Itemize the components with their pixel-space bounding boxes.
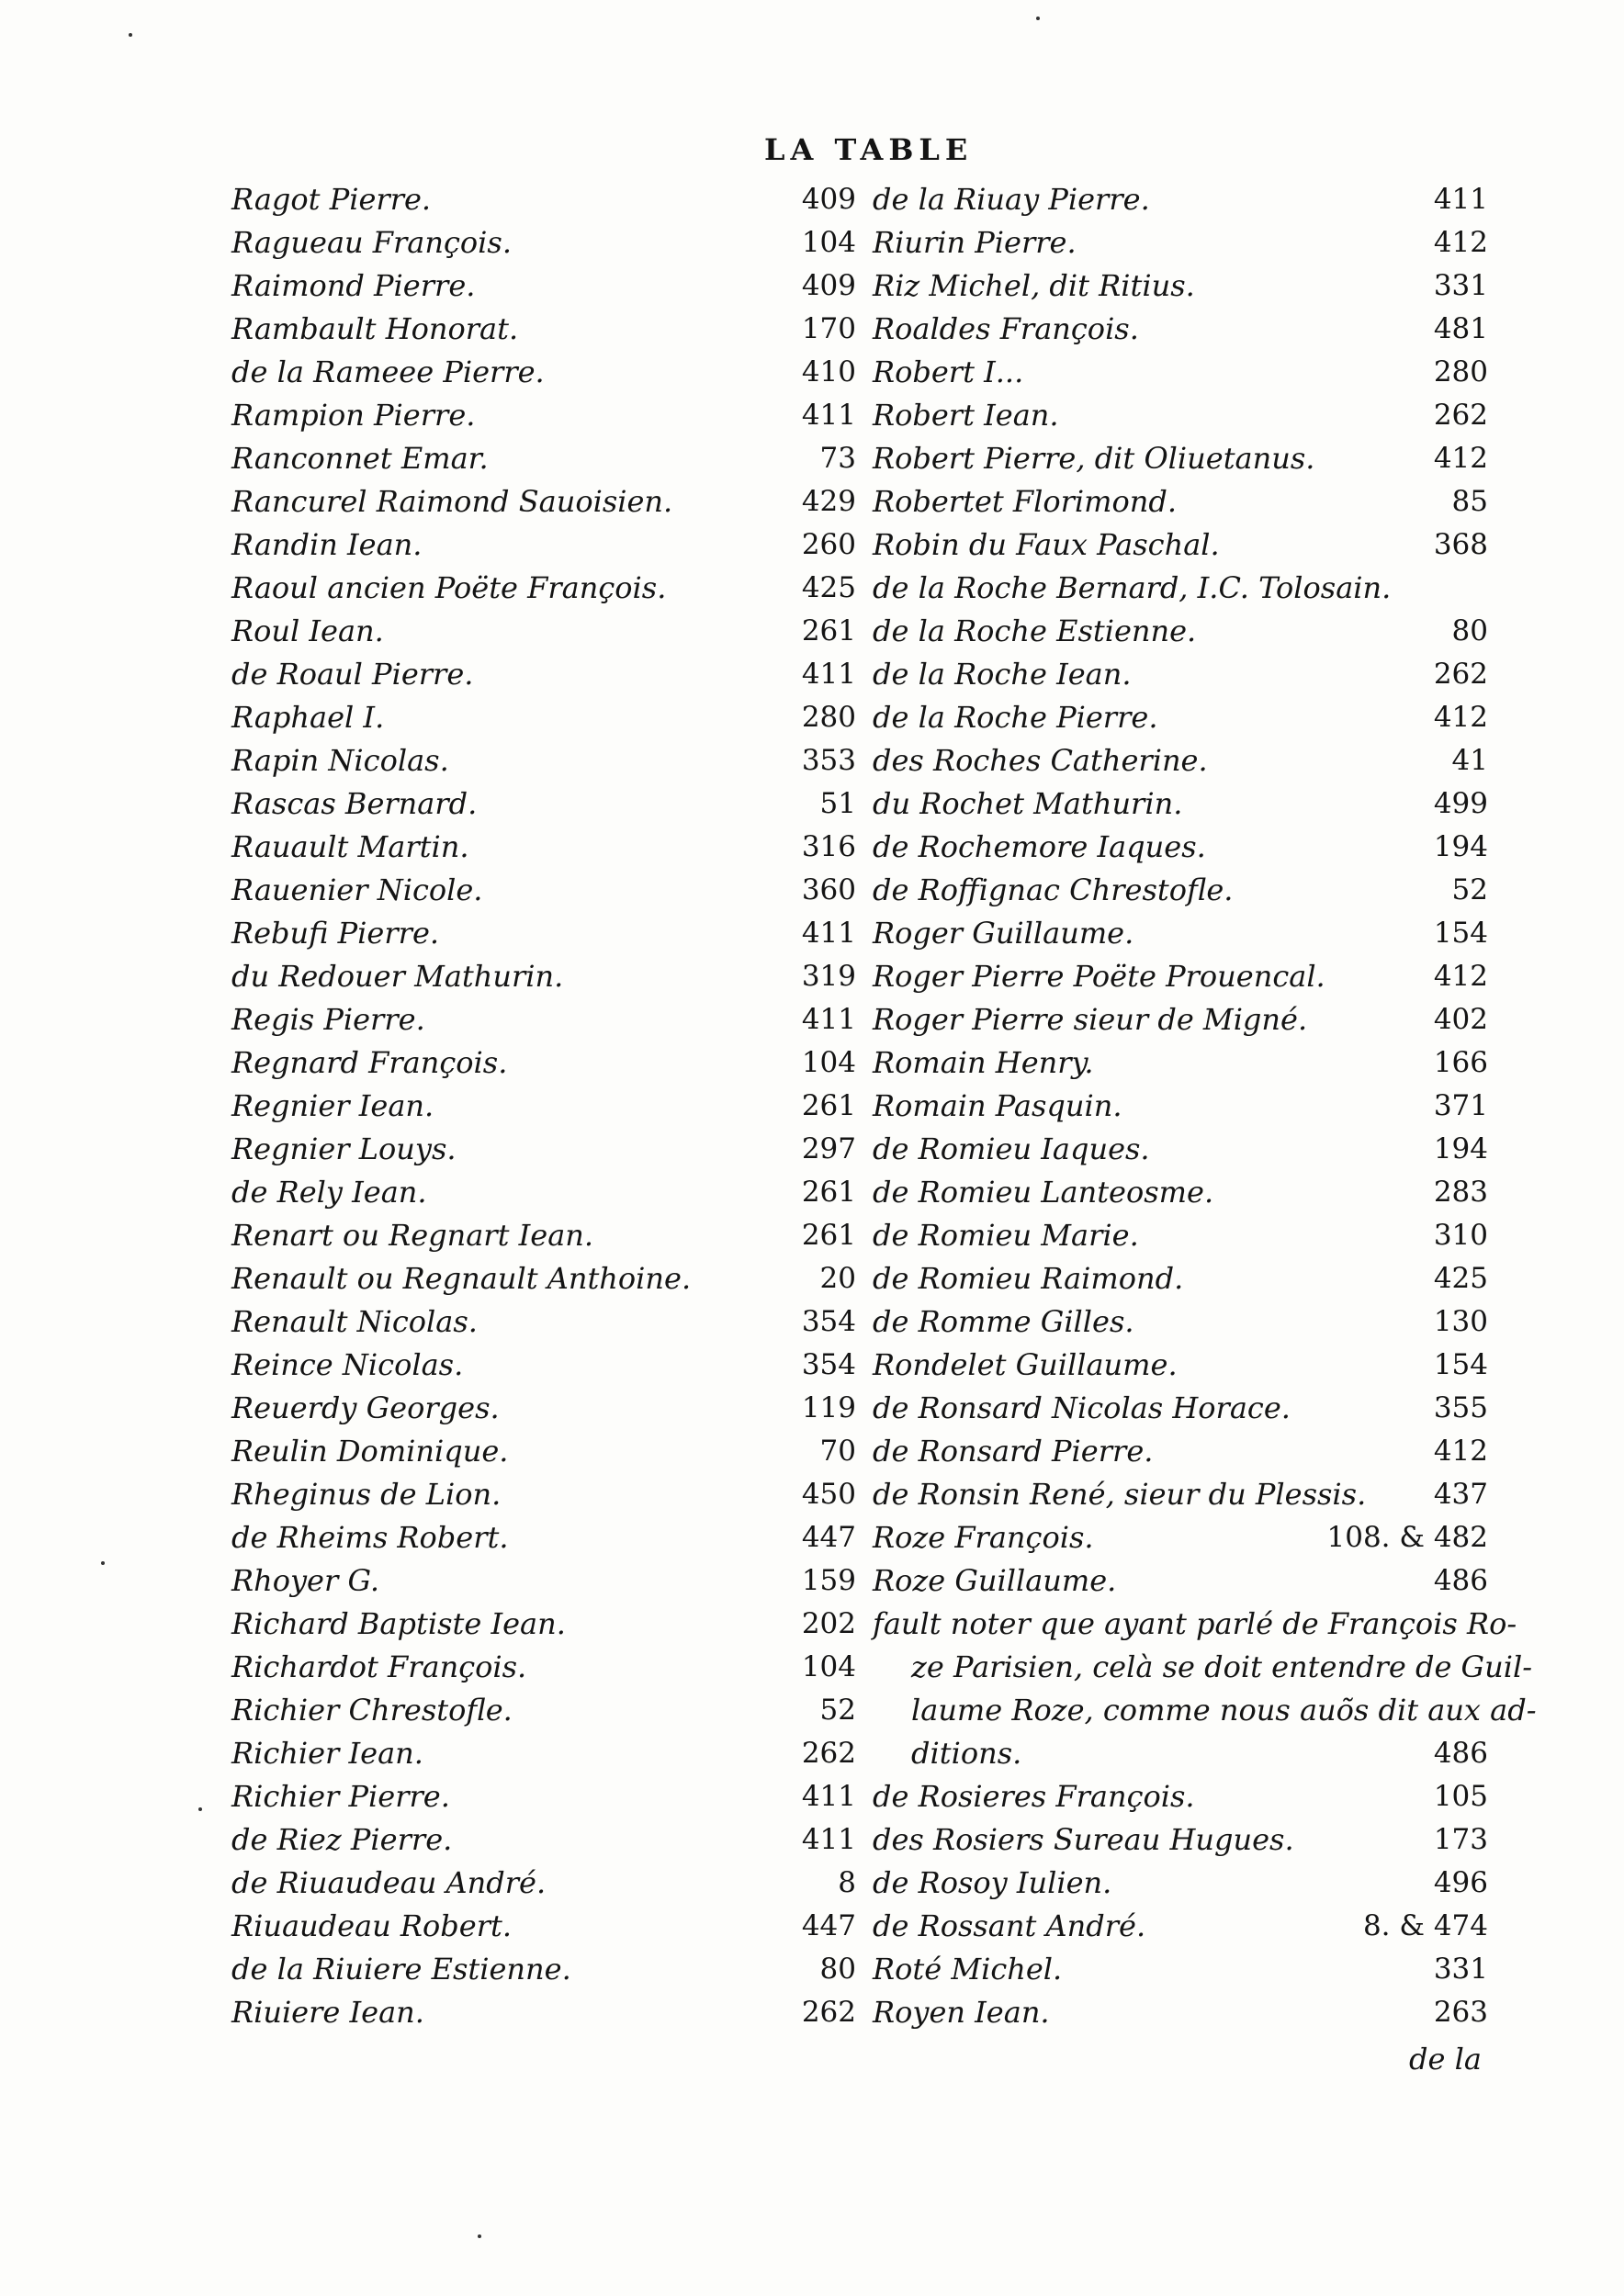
entry-name: Riz Michel, dit Ritius.: [873, 268, 1195, 303]
index-entry: [231, 1430, 856, 1473]
index-entry: [231, 955, 856, 998]
entry-name: Rancurel Raimond Sauoisien.: [231, 484, 673, 519]
entry-page-number: 411: [801, 658, 856, 691]
index-entry: [873, 1085, 1488, 1128]
entry-name: Royen Iean.: [873, 1995, 1050, 2030]
index-left-column: [231, 178, 856, 2034]
entry-page-number: 70: [819, 1435, 856, 1468]
index-entry: [873, 1387, 1488, 1430]
index-entry: [873, 1818, 1488, 1862]
entry-page-number: 297: [801, 1132, 856, 1165]
index-entry: [873, 1171, 1488, 1214]
index-entry: [231, 394, 856, 437]
index-entry: [873, 264, 1488, 308]
index-entry: [231, 869, 856, 912]
entry-page-number: 316: [801, 830, 856, 863]
index-entry: [231, 221, 856, 264]
entry-name: de Romme Gilles.: [873, 1304, 1134, 1339]
entry-name: Roze François.: [873, 1520, 1094, 1555]
entry-page-number: 355: [1433, 1391, 1488, 1424]
index-entry: [873, 1041, 1488, 1085]
entry-page-number: 283: [1433, 1176, 1488, 1209]
entry-page-number: 202: [801, 1607, 856, 1640]
index-entry: [231, 1646, 856, 1689]
index-entry: [231, 437, 856, 480]
index-entry: [231, 1085, 856, 1128]
entry-page-number: 105: [1433, 1780, 1488, 1813]
entry-name: de la Riuiere Estienne.: [231, 1952, 571, 1986]
index-entry: [231, 1689, 856, 1732]
entry-page-number: 41: [1451, 744, 1488, 777]
index-entry: [873, 955, 1488, 998]
entry-name: de Rossant André.: [873, 1908, 1146, 1943]
entry-name: Rheginus de Lion.: [231, 1477, 502, 1512]
entry-page-number: 331: [1433, 269, 1488, 302]
entry-page-number: 411: [801, 1780, 856, 1813]
entry-page-number: 263: [1433, 1996, 1488, 2029]
ink-speck: [478, 2234, 481, 2238]
entry-name: Riuiere Iean.: [231, 1995, 424, 2030]
index-entry: [231, 1214, 856, 1257]
entry-name: laume Roze, comme nous auõs dit aux ad-: [911, 1693, 1537, 1728]
entry-name: Renault ou Regnault Anthoine.: [231, 1261, 692, 1296]
entry-page-number: 412: [1433, 442, 1488, 475]
entry-page-number: 262: [801, 1737, 856, 1770]
entry-name: des Roches Catherine.: [873, 743, 1208, 778]
entry-name: ditions.: [911, 1736, 1022, 1771]
entry-name: Richardot François.: [231, 1649, 527, 1684]
entry-name: Robertet Florimond.: [873, 484, 1178, 519]
entry-page-number: 319: [801, 960, 856, 993]
index-entry: [873, 1775, 1488, 1818]
index-entry: [231, 1300, 856, 1344]
entry-name: Rhoyer G.: [231, 1563, 380, 1598]
entry-name: Roger Guillaume.: [873, 916, 1134, 951]
index-entry: [231, 653, 856, 696]
index-entry: [231, 912, 856, 955]
entry-page-number: 354: [801, 1348, 856, 1381]
entry-name: de Riuaudeau André.: [231, 1865, 547, 1900]
index-entry: [231, 1516, 856, 1559]
entry-name: Rampion Pierre.: [231, 398, 476, 433]
entry-name: de Rosoy Iulien.: [873, 1865, 1112, 1900]
index-entry: [873, 480, 1488, 523]
entry-page-number: 450: [801, 1478, 856, 1511]
entry-page-number: 411: [801, 1003, 856, 1036]
entry-name: ze Parisien, celà se doit entendre de Guil-: [911, 1649, 1532, 1684]
index-entry: [873, 1516, 1488, 1559]
ink-speck: [1036, 17, 1040, 20]
entry-page-number: 310: [1433, 1219, 1488, 1252]
entry-page-number: 73: [819, 442, 856, 475]
index-entry: [231, 1905, 856, 1948]
index-entry: [231, 351, 856, 394]
index-entry: [873, 1214, 1488, 1257]
entry-page-number: 104: [801, 1650, 856, 1683]
entry-name: Romain Henry.: [873, 1045, 1094, 1080]
index-entry: [873, 1257, 1488, 1300]
index-entry: [873, 1862, 1488, 1905]
index-entry: [873, 1430, 1488, 1473]
index-entry: [873, 437, 1488, 480]
entry-name: Ragueau François.: [231, 225, 512, 260]
entry-page-number: 104: [801, 226, 856, 259]
entry-page-number: 154: [1433, 1348, 1488, 1381]
entry-name: de Rheims Robert.: [231, 1520, 509, 1555]
entry-page-number: 52: [1451, 873, 1488, 906]
entry-name: Regnard François.: [231, 1045, 508, 1080]
entry-page-number: 80: [819, 1953, 856, 1986]
entry-page-number: 261: [801, 1219, 856, 1252]
entry-name: Renault Nicolas.: [231, 1304, 478, 1339]
entry-name: Reince Nicolas.: [231, 1347, 464, 1382]
entry-page-number: 262: [1433, 658, 1488, 691]
entry-page-number: 409: [801, 183, 856, 216]
entry-name: Roté Michel.: [873, 1952, 1063, 1986]
entry-page-number: 412: [1433, 701, 1488, 734]
index-entry: [231, 1862, 856, 1905]
entry-page-number: 154: [1433, 917, 1488, 950]
entry-name: Reuerdy Georges.: [231, 1390, 500, 1425]
entry-name: Rapin Nicolas.: [231, 743, 449, 778]
index-entry: [231, 1171, 856, 1214]
index-entry: [231, 1128, 856, 1171]
entry-name: Riuaudeau Robert.: [231, 1908, 513, 1943]
ink-speck: [101, 1561, 105, 1565]
entry-page-number: 486: [1433, 1737, 1488, 1770]
entry-page-number: 8: [838, 1866, 856, 1899]
entry-name: Robin du Faux Paschal.: [873, 527, 1220, 562]
entry-page-number: 20: [819, 1262, 856, 1295]
entry-name: de Rochemore Iaques.: [873, 829, 1206, 864]
index-entry: [231, 1473, 856, 1516]
entry-name: Ragot Pierre.: [231, 182, 432, 217]
entry-name: Regnier Louys.: [231, 1131, 457, 1166]
entry-page-number: 170: [801, 312, 856, 345]
entry-page-number: 261: [801, 1176, 856, 1209]
entry-name: Robert I...: [873, 355, 1024, 389]
index-entry: [873, 1689, 1537, 1732]
entry-name: de Romieu Iaques.: [873, 1131, 1150, 1166]
entry-page-number: 412: [1433, 960, 1488, 993]
index-entry: [231, 1257, 856, 1300]
index-entry: [231, 1818, 856, 1862]
entry-page-number: 262: [801, 1996, 856, 2029]
entry-name: de la Riuay Pierre.: [873, 182, 1150, 217]
entry-page-number: 280: [1433, 355, 1488, 388]
index-entry: [231, 610, 856, 653]
entry-name: de Roffignac Chrestofle.: [873, 872, 1234, 907]
entry-page-number: 425: [801, 571, 856, 604]
entry-name: Roaldes François.: [873, 311, 1139, 346]
entry-name: Roger Pierre Poëte Prouencal.: [873, 959, 1325, 994]
index-entry: [231, 308, 856, 351]
index-entry: [231, 1775, 856, 1818]
index-entry: [231, 1387, 856, 1430]
index-entry: [873, 523, 1488, 567]
entry-name: de Romieu Marie.: [873, 1218, 1139, 1253]
index-entry: [231, 1559, 856, 1603]
entry-page-number: 173: [1433, 1823, 1488, 1856]
entry-name: Roger Pierre sieur de Migné.: [873, 1002, 1308, 1037]
entry-name: de Rosieres François.: [873, 1779, 1195, 1814]
entry-page-number: 486: [1433, 1564, 1488, 1597]
entry-name: de la Roche Pierre.: [873, 700, 1158, 735]
entry-page-number: 437: [1433, 1478, 1488, 1511]
index-entry: [231, 998, 856, 1041]
entry-page-number: 371: [1433, 1089, 1488, 1122]
entry-name: des Rosiers Sureau Hugues.: [873, 1822, 1294, 1857]
entry-page-number: 496: [1433, 1866, 1488, 1899]
index-entry: [873, 1603, 1517, 1646]
index-entry: [873, 567, 1488, 610]
index-entry: [873, 308, 1488, 351]
entry-page-number: 412: [1433, 1435, 1488, 1468]
entry-name: Robert Iean.: [873, 398, 1059, 433]
entry-page-number: 260: [801, 528, 856, 561]
entry-page-number: 429: [801, 485, 856, 518]
ink-speck: [198, 1807, 202, 1811]
index-entry: [873, 653, 1488, 696]
entry-name: de la Roche Estienne.: [873, 613, 1197, 648]
entry-page-number: 447: [801, 1521, 856, 1554]
entry-page-number: 52: [819, 1694, 856, 1727]
entry-name: de Romieu Lanteosme.: [873, 1175, 1214, 1210]
entry-page-number: 409: [801, 269, 856, 302]
entry-name: Riurin Pierre.: [873, 225, 1077, 260]
entry-name: Richier Iean.: [231, 1736, 423, 1771]
index-entry: [873, 394, 1488, 437]
entry-name: de Riez Pierre.: [231, 1822, 453, 1857]
index-entry: [873, 869, 1488, 912]
index-entry: [873, 1128, 1488, 1171]
entry-name: Raphael I.: [231, 700, 385, 735]
entry-name: Romain Pasquin.: [873, 1088, 1122, 1123]
entry-name: fault noter que ayant parlé de François Ro-: [873, 1606, 1517, 1641]
index-entry: [231, 567, 856, 610]
entry-name: Richard Baptiste Iean.: [231, 1606, 566, 1641]
entry-name: de Ronsard Nicolas Horace.: [873, 1390, 1291, 1425]
index-entry: [231, 696, 856, 739]
entry-name: Roze Guillaume.: [873, 1563, 1117, 1598]
index-entry: [231, 782, 856, 826]
index-entry: [873, 1905, 1488, 1948]
entry-page-number: 280: [801, 701, 856, 734]
entry-page-number: 119: [801, 1391, 856, 1424]
entry-name: de la Roche Iean.: [873, 657, 1132, 692]
entry-name: Robert Pierre, dit Oliuetanus.: [873, 441, 1315, 476]
entry-name: Raoul ancien Poëte François.: [231, 570, 667, 605]
index-entry: [231, 1948, 856, 1991]
index-entry: [231, 739, 856, 782]
index-entry: [873, 1300, 1488, 1344]
index-entry: [873, 221, 1488, 264]
index-entry: [873, 739, 1488, 782]
entry-page-number: 447: [801, 1909, 856, 1942]
entry-name: de Romieu Raimond.: [873, 1261, 1184, 1296]
entry-name: Roul Iean.: [231, 613, 384, 648]
entry-name: Rondelet Guillaume.: [873, 1347, 1178, 1382]
ink-speck: [129, 33, 132, 37]
entry-page-number: 368: [1433, 528, 1488, 561]
entry-name: de la Rameee Pierre.: [231, 355, 545, 389]
entry-page-number: 85: [1451, 485, 1488, 518]
entry-page-number: 108. & 482: [1326, 1521, 1488, 1554]
entry-name: de Ronsard Pierre.: [873, 1434, 1154, 1469]
entry-name: Rebufi Pierre.: [231, 916, 440, 951]
entry-name: Rauault Martin.: [231, 829, 469, 864]
entry-name: Ranconnet Emar.: [231, 441, 489, 476]
entry-name: Randin Iean.: [231, 527, 423, 562]
entry-page-number: 262: [1433, 399, 1488, 432]
index-entry: [873, 1344, 1488, 1387]
index-entry: [231, 1603, 856, 1646]
entry-page-number: 411: [801, 1823, 856, 1856]
index-entry: [873, 998, 1488, 1041]
entry-page-number: 412: [1433, 226, 1488, 259]
entry-page-number: 354: [801, 1305, 856, 1338]
index-entry: [231, 1991, 856, 2034]
index-entry: [873, 351, 1488, 394]
index-entry: [231, 1732, 856, 1775]
entry-page-number: 261: [801, 614, 856, 647]
index-entry: [231, 264, 856, 308]
index-entry: [231, 523, 856, 567]
entry-name: de Rely Iean.: [231, 1175, 427, 1210]
index-entry: [231, 826, 856, 869]
index-entry: [873, 782, 1488, 826]
entry-name: de la Roche Bernard, I.C. Tolosain.: [873, 570, 1392, 605]
entry-page-number: 331: [1433, 1953, 1488, 1986]
entry-page-number: 411: [801, 399, 856, 432]
index-entry: [873, 826, 1488, 869]
entry-page-number: 410: [801, 355, 856, 388]
entry-page-number: 481: [1433, 312, 1488, 345]
index-entry: [873, 912, 1488, 955]
entry-page-number: 425: [1433, 1262, 1488, 1295]
index-entry: [873, 1559, 1488, 1603]
entry-page-number: 51: [819, 787, 856, 820]
index-entry: [231, 1041, 856, 1085]
entry-name: de Ronsin René, sieur du Plessis.: [873, 1477, 1367, 1512]
entry-page-number: 194: [1433, 1132, 1488, 1165]
entry-name: Richier Pierre.: [231, 1779, 450, 1814]
entry-name: du Redouer Mathurin.: [231, 959, 564, 994]
entry-name: de Roaul Pierre.: [231, 657, 474, 692]
index-entry: [231, 178, 856, 221]
entry-name: Rambault Honorat.: [231, 311, 519, 346]
index-entry: [231, 1344, 856, 1387]
index-entry: [873, 178, 1488, 221]
page-header: LA TABLE: [764, 132, 974, 167]
entry-page-number: 194: [1433, 830, 1488, 863]
index-entry: [873, 696, 1488, 739]
entry-page-number: 80: [1451, 614, 1488, 647]
entry-page-number: 104: [801, 1046, 856, 1079]
entry-name: Rascas Bernard.: [231, 786, 478, 821]
index-entry: [873, 1473, 1488, 1516]
entry-page-number: 411: [801, 917, 856, 950]
catchword: de la: [1409, 2042, 1482, 2077]
entry-name: Renart ou Regnart Iean.: [231, 1218, 594, 1253]
entry-page-number: 360: [801, 873, 856, 906]
index-entry: [873, 1948, 1488, 1991]
entry-page-number: 411: [1433, 183, 1488, 216]
index-entry: [231, 480, 856, 523]
entry-page-number: 353: [801, 744, 856, 777]
entry-page-number: 159: [801, 1564, 856, 1597]
entry-name: Regis Pierre.: [231, 1002, 425, 1037]
entry-name: du Rochet Mathurin.: [873, 786, 1183, 821]
index-entry: [873, 1646, 1532, 1689]
entry-name: Raimond Pierre.: [231, 268, 476, 303]
index-entry: [873, 610, 1488, 653]
entry-page-number: 130: [1433, 1305, 1488, 1338]
entry-page-number: 402: [1433, 1003, 1488, 1036]
index-right-column: [873, 178, 1537, 2034]
entry-page-number: 499: [1433, 787, 1488, 820]
entry-name: Richier Chrestofle.: [231, 1693, 513, 1728]
entry-name: Rauenier Nicole.: [231, 872, 483, 907]
entry-name: Regnier Iean.: [231, 1088, 434, 1123]
entry-page-number: 8. & 474: [1362, 1909, 1488, 1942]
index-entry: [873, 1732, 1488, 1775]
entry-page-number: 261: [801, 1089, 856, 1122]
index-entry: [873, 1991, 1488, 2034]
entry-name: Reulin Dominique.: [231, 1434, 509, 1469]
entry-page-number: 166: [1433, 1046, 1488, 1079]
